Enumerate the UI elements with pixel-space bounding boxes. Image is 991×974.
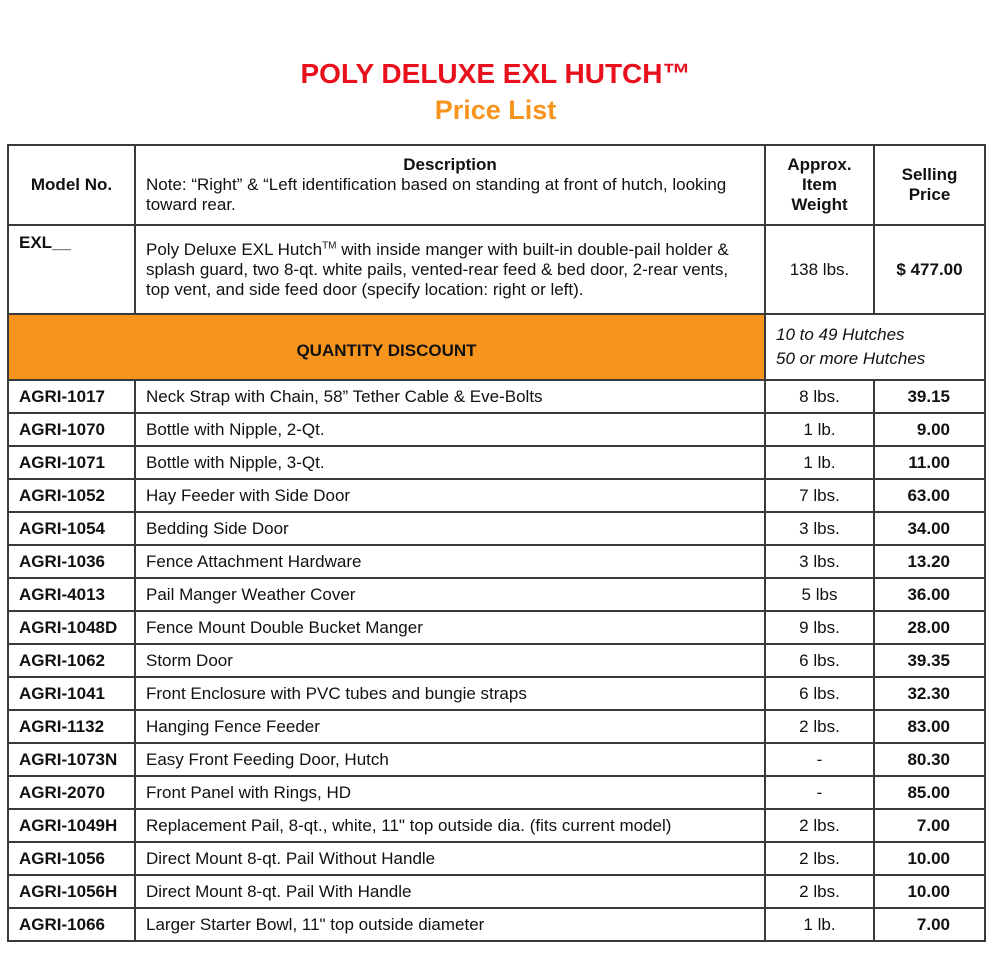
- item-description: Storm Door: [135, 644, 765, 677]
- main-price: $ 477.00: [874, 225, 985, 314]
- table-row: [8, 776, 985, 809]
- item-model: AGRI-1048D: [8, 611, 135, 644]
- table-row: [8, 908, 985, 941]
- item-price: 10.00: [874, 842, 985, 875]
- discount-tier-1: 10 to 49 Hutches: [776, 325, 905, 344]
- item-model: AGRI-4013: [8, 578, 135, 611]
- table-row: [8, 842, 985, 875]
- item-price: 36.00: [874, 578, 985, 611]
- main-weight: 138 lbs.: [765, 225, 874, 314]
- header-model: Model No.: [8, 145, 135, 225]
- table-row: [8, 611, 985, 644]
- item-price: 9.00: [874, 413, 985, 446]
- item-description: Bedding Side Door: [135, 512, 765, 545]
- item-price: 63.00: [874, 479, 985, 512]
- item-model: AGRI-1070: [8, 413, 135, 446]
- table-row: [8, 644, 985, 677]
- item-weight: 1 lb.: [765, 413, 874, 446]
- item-price: 34.00: [874, 512, 985, 545]
- item-weight: -: [765, 743, 874, 776]
- item-description: Neck Strap with Chain, 58” Tether Cable & Eve-Bolts: [135, 380, 765, 413]
- item-model: AGRI-1132: [8, 710, 135, 743]
- item-price: 32.30: [874, 677, 985, 710]
- item-price: 11.00: [874, 446, 985, 479]
- main-product-row: [8, 225, 985, 314]
- table-row: [8, 677, 985, 710]
- item-model: AGRI-1062: [8, 644, 135, 677]
- item-model: AGRI-1066: [8, 908, 135, 941]
- item-description: Hay Feeder with Side Door: [135, 479, 765, 512]
- item-model: AGRI-1017: [8, 380, 135, 413]
- price-table: [7, 144, 986, 942]
- item-description: Bottle with Nipple, 2-Qt.: [135, 413, 765, 446]
- item-model: AGRI-1036: [8, 545, 135, 578]
- header-price: Selling Price: [874, 145, 985, 225]
- table-row: [8, 743, 985, 776]
- item-weight: -: [765, 776, 874, 809]
- discount-tier-2: 50 or more Hutches: [776, 349, 926, 368]
- item-weight: 5 lbs: [765, 578, 874, 611]
- item-model: AGRI-1052: [8, 479, 135, 512]
- item-description: Hanging Fence Feeder: [135, 710, 765, 743]
- table-row: [8, 578, 985, 611]
- discount-row: [8, 314, 985, 380]
- item-description: Direct Mount 8-qt. Pail Without Handle: [135, 842, 765, 875]
- item-description: Fence Attachment Hardware: [135, 545, 765, 578]
- main-model: EXL__: [8, 225, 135, 314]
- item-description: Replacement Pail, 8-qt., white, 11" top outside dia. (fits current model): [135, 809, 765, 842]
- item-description: Fence Mount Double Bucket Manger: [135, 611, 765, 644]
- table-row: [8, 545, 985, 578]
- item-price: 83.00: [874, 710, 985, 743]
- page-title: POLY DELUXE EXL HUTCH™: [300, 58, 691, 89]
- table-row: [8, 446, 985, 479]
- item-weight: 7 lbs.: [765, 479, 874, 512]
- item-price: 13.20: [874, 545, 985, 578]
- item-price: 80.30: [874, 743, 985, 776]
- main-description: [135, 225, 765, 314]
- item-weight: 2 lbs.: [765, 875, 874, 908]
- item-model: AGRI-1049H: [8, 809, 135, 842]
- item-weight: 1 lb.: [765, 446, 874, 479]
- item-model: AGRI-1056: [8, 842, 135, 875]
- discount-tiers: [765, 314, 985, 380]
- table-row: [8, 479, 985, 512]
- item-description: Bottle with Nipple, 3-Qt.: [135, 446, 765, 479]
- table-row: [8, 809, 985, 842]
- item-price: 28.00: [874, 611, 985, 644]
- table-row: [8, 413, 985, 446]
- table-row: [8, 512, 985, 545]
- item-weight: 2 lbs.: [765, 710, 874, 743]
- item-model: AGRI-1041: [8, 677, 135, 710]
- header-row: [8, 145, 985, 225]
- item-model: AGRI-1054: [8, 512, 135, 545]
- page-subtitle: Price List: [434, 95, 557, 125]
- item-model: AGRI-2070: [8, 776, 135, 809]
- item-description: Easy Front Feeding Door, Hutch: [135, 743, 765, 776]
- table-row: [8, 710, 985, 743]
- item-weight: 8 lbs.: [765, 380, 874, 413]
- item-price: 7.00: [874, 809, 985, 842]
- discount-label: QUANTITY DISCOUNT: [8, 314, 765, 380]
- header-weight: Approx. Item Weight: [765, 145, 874, 225]
- item-price: 7.00: [874, 908, 985, 941]
- item-description: Direct Mount 8-qt. Pail With Handle: [135, 875, 765, 908]
- item-model: AGRI-1056H: [8, 875, 135, 908]
- item-description: Front Enclosure with PVC tubes and bungie straps: [135, 677, 765, 710]
- item-weight: 9 lbs.: [765, 611, 874, 644]
- item-price: 85.00: [874, 776, 985, 809]
- item-model: AGRI-1073N: [8, 743, 135, 776]
- main-description-name: Poly Deluxe EXL Hutch: [146, 239, 323, 259]
- item-weight: 3 lbs.: [765, 545, 874, 578]
- item-price: 39.35: [874, 644, 985, 677]
- header-description: [135, 145, 765, 225]
- item-weight: 2 lbs.: [765, 842, 874, 875]
- main-description-detail: with inside manger with built-in double-pail holder & splash guard, two 8-qt. white pails, vented-rear feed & bed door, 2-rear vents, top vent, and side feed door (specify location: right or left).: [146, 239, 729, 299]
- item-description: Front Panel with Rings, HD: [135, 776, 765, 809]
- header-description-note: Note: “Right” & “Left identification based on standing at front of hutch, looking toward rear.: [146, 175, 727, 214]
- table-row: [8, 875, 985, 908]
- item-description: Pail Manger Weather Cover: [135, 578, 765, 611]
- item-description: Larger Starter Bowl, 11" top outside diameter: [135, 908, 765, 941]
- item-price: 39.15: [874, 380, 985, 413]
- item-weight: 3 lbs.: [765, 512, 874, 545]
- item-price: 10.00: [874, 875, 985, 908]
- item-model: AGRI-1071: [8, 446, 135, 479]
- item-weight: 1 lb.: [765, 908, 874, 941]
- item-weight: 6 lbs.: [765, 644, 874, 677]
- trademark-mark: TM: [322, 239, 337, 251]
- header-description-title: Description: [403, 155, 497, 174]
- table-row: [8, 380, 985, 413]
- item-weight: 6 lbs.: [765, 677, 874, 710]
- item-weight: 2 lbs.: [765, 809, 874, 842]
